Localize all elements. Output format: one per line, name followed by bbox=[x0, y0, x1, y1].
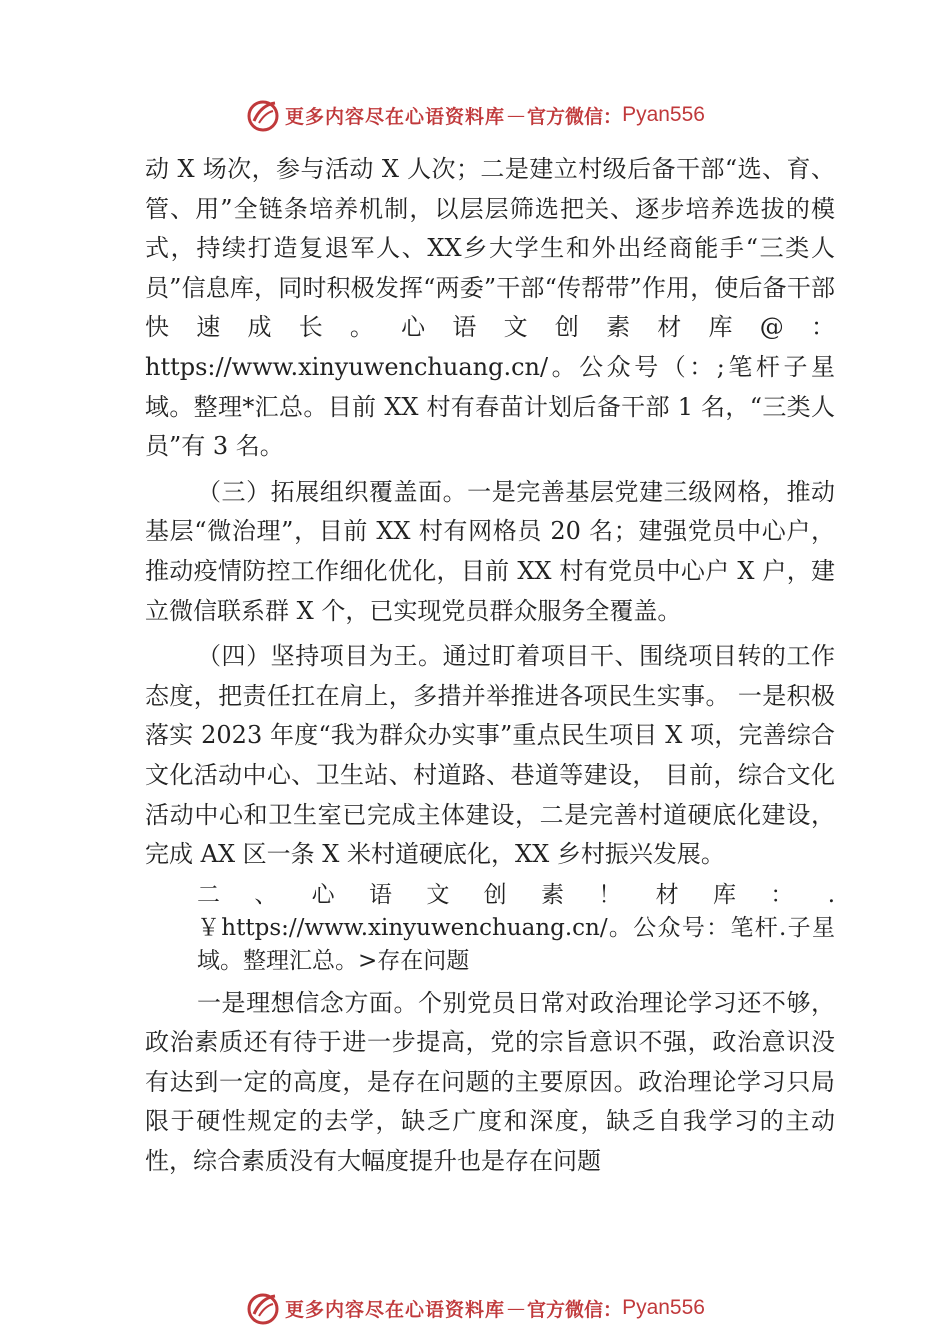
logo-icon bbox=[245, 1290, 281, 1326]
banner-title: 更多内容尽在心语资料库 bbox=[285, 1298, 506, 1321]
header-banner bbox=[0, 95, 950, 135]
document-body bbox=[145, 150, 835, 1182]
paragraph-4: 一是理想信念方面。个别党员日常对政治理论学习还不够，政治素质还有待于进一步提高，党的宗旨意识不强，政治意识没有达到一定的高度，是存在问题的主要原因。政治理论学习只局限于硬性规定的去学，缺乏广度和深度，缺乏自我学习的主动性，综合素质没有大幅度提升也是存在问题 bbox=[145, 988, 835, 1176]
footer-banner bbox=[0, 1288, 950, 1328]
banner-dash: — bbox=[507, 104, 526, 126]
section-heading: 二、心语文创素！材库：.￥https://www.xinyuwenchuang.cn/。公众号：笔杆.子星域。整理汇总。>存在问题 bbox=[197, 881, 835, 974]
banner-official-label: 官方微信： bbox=[527, 1298, 623, 1321]
banner-wechat-id: Pyan556 bbox=[622, 103, 705, 126]
paragraph-2: （三）拓展组织覆盖面。一是完善基层党建三级网格，推动基层“微治理”，目前 XX 村有网格员 20 名；建强党员中心户，推动疫情防控工作细化优化，目前 XX 村有党员中心户 X 户，建立微信联系群 X 个，已实现党员群众服务全覆盖。 bbox=[145, 477, 835, 625]
banner-official-label: 官方微信： bbox=[527, 105, 623, 128]
paragraph-1: 动 X 场次，参与活动 X 人次；二是建立村级后备干部“选、育、管、用”全链条培养机制，以层层筛选把关、逐步培养选拔的模式，持续打造复退军人、XX乡大学生和外出经商能手“三类人员”信息库，同时积极发挥“两委”干部“传帮带”作用，使后备干部快速成长。心语文创素材库@：https://www.xinyuwenchuang.cn/。公众号（：;笔杆子星域。整理*汇总。目前 XX 村有春苗计划后备干部 1 名，“三类人员”有 3 名。 bbox=[145, 155, 835, 461]
paragraph-3: （四）坚持项目为王。通过盯着项目干、围绕项目转的工作态度，把责任扛在肩上，多措并举推进各项民生实事。 一是积极落实 2023 年度“我为群众办实事”重点民生项目 X 项，完善综合文化活动中心、卫生站、村道路、巷道等建设， 目前，综合文化活动中心和卫生室已完成主体建设，二是完善村道硬底化建设，完成 AX 区一条 X 米村道硬底化，XX 乡村振兴发展。 bbox=[145, 642, 835, 869]
banner-title: 更多内容尽在心语资料库 bbox=[285, 105, 506, 128]
banner-dash: — bbox=[507, 1297, 526, 1319]
banner-wechat-id: Pyan556 bbox=[622, 1296, 705, 1319]
logo-icon bbox=[245, 97, 281, 133]
